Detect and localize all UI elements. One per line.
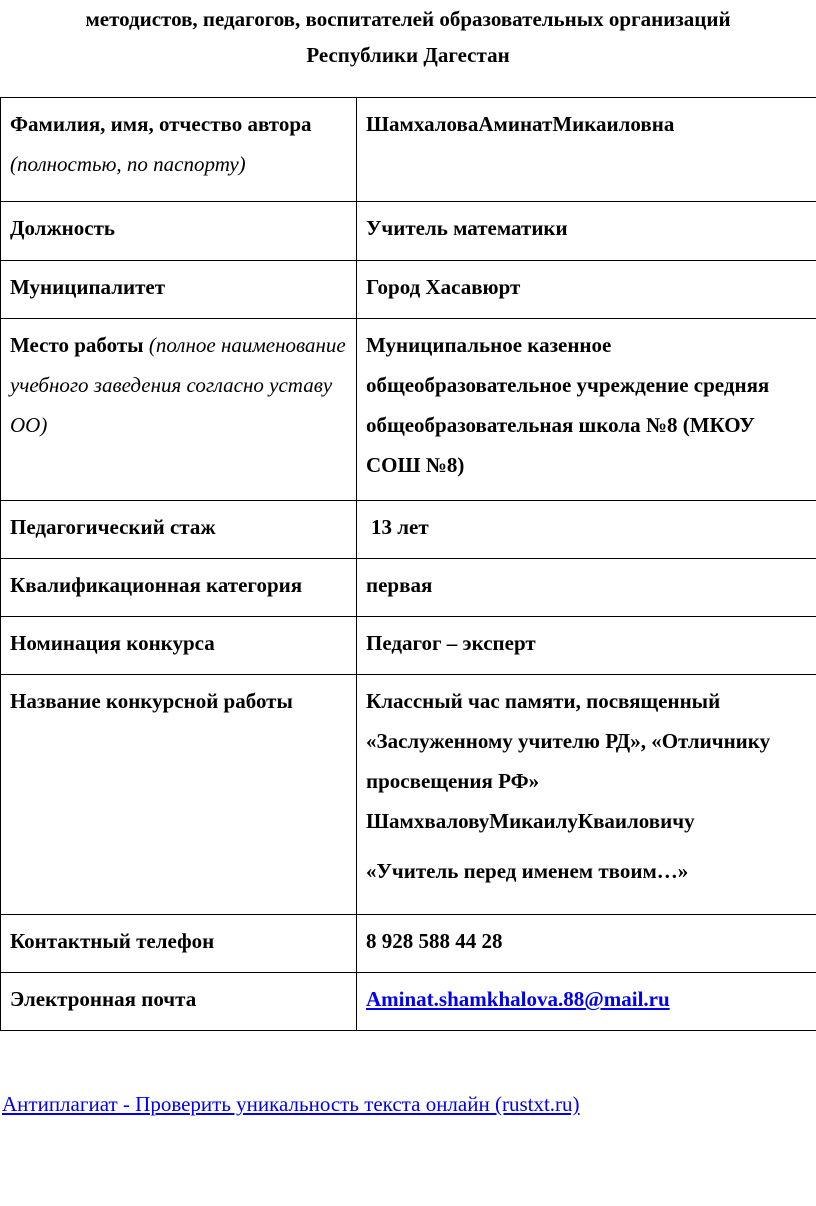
email-label: Электронная почта — [10, 987, 197, 1011]
work-title-subtitle: «Учитель перед именем твоим…» — [366, 859, 689, 883]
label-cell-author — [1, 98, 357, 202]
label-cell-nomination — [1, 617, 357, 675]
label-cell-work-title — [1, 675, 357, 915]
author-note: (полностью, по паспорту) — [10, 152, 246, 176]
municipality-label: Муниципалитет — [10, 275, 166, 299]
category-value: первая — [366, 573, 433, 597]
municipality-value: Город Хасавюрт — [366, 275, 521, 299]
label-cell-phone — [1, 915, 357, 973]
antiplagiat-link[interactable]: Антиплагиат - Проверить уникальность текста онлайн (rustxt.ru) — [2, 1092, 580, 1116]
value-cell-work-title — [357, 675, 816, 915]
table-row-position — [1, 202, 816, 261]
table-row-author — [1, 98, 816, 202]
table-row-municipality — [1, 261, 816, 319]
nomination-label: Номинация конкурса — [10, 631, 215, 655]
label-cell-experience — [1, 501, 357, 559]
work-title-value: Классный час памяти, посвященный «Заслуженному учителю РД», «Отличнику просвещения РФ» ШамхваловуМикаилуКваиловичу — [366, 689, 771, 833]
applicant-info-table — [0, 97, 816, 1031]
table-row-nomination — [1, 617, 816, 675]
label-cell-email — [1, 973, 357, 1031]
value-cell-category — [357, 559, 816, 617]
phone-value: 8 928 588 44 28 — [366, 929, 503, 953]
workplace-note: (полное наименование учебного заведения согласно уставу ОО) — [10, 333, 346, 437]
heading-line-1: методистов, педагогов, воспитателей образовательных организаций — [85, 7, 731, 31]
work-title-label: Название конкурсной работы — [10, 689, 293, 713]
email-link[interactable]: Aminat.shamkhalova.88@mail.ru — [366, 987, 670, 1011]
label-cell-category — [1, 559, 357, 617]
category-label: Квалификационная категория — [10, 573, 303, 597]
workplace-value: Муниципальное казенное общеобразовательное учреждение средняя общеобразовательная школа №8 (МКОУ СОШ №8) — [366, 333, 770, 477]
table-row-experience — [1, 501, 816, 559]
nomination-value: Педагог – эксперт — [366, 631, 536, 655]
author-label: Фамилия, имя, отчество автора — [10, 112, 312, 136]
value-cell-nomination — [357, 617, 816, 675]
experience-label: Педагогический стаж — [10, 515, 216, 539]
work-title-spacer — [366, 841, 808, 851]
value-cell-municipality — [357, 261, 816, 319]
value-cell-position — [357, 202, 816, 261]
table-row-workplace — [1, 319, 816, 501]
table-row-phone — [1, 915, 816, 973]
author-value: ШамхаловаАминатМикаиловна — [366, 112, 675, 136]
heading-line-2: Республики Дагестан — [306, 43, 510, 67]
value-cell-author — [357, 98, 816, 202]
experience-value: 13 лет — [371, 515, 429, 539]
value-cell-experience — [357, 501, 816, 559]
value-cell-phone — [357, 915, 816, 973]
label-cell-workplace — [1, 319, 357, 501]
value-cell-email — [357, 973, 816, 1031]
position-value: Учитель математики — [366, 216, 568, 240]
table-row-work-title — [1, 675, 816, 915]
table-row-category — [1, 559, 816, 617]
workplace-label: Место работы — [10, 333, 144, 357]
label-cell-municipality — [1, 261, 357, 319]
phone-label: Контактный телефон — [10, 929, 215, 953]
table-row-email — [1, 973, 816, 1031]
label-cell-position — [1, 202, 357, 261]
position-label: Должность — [10, 216, 116, 240]
value-cell-workplace — [357, 319, 816, 501]
